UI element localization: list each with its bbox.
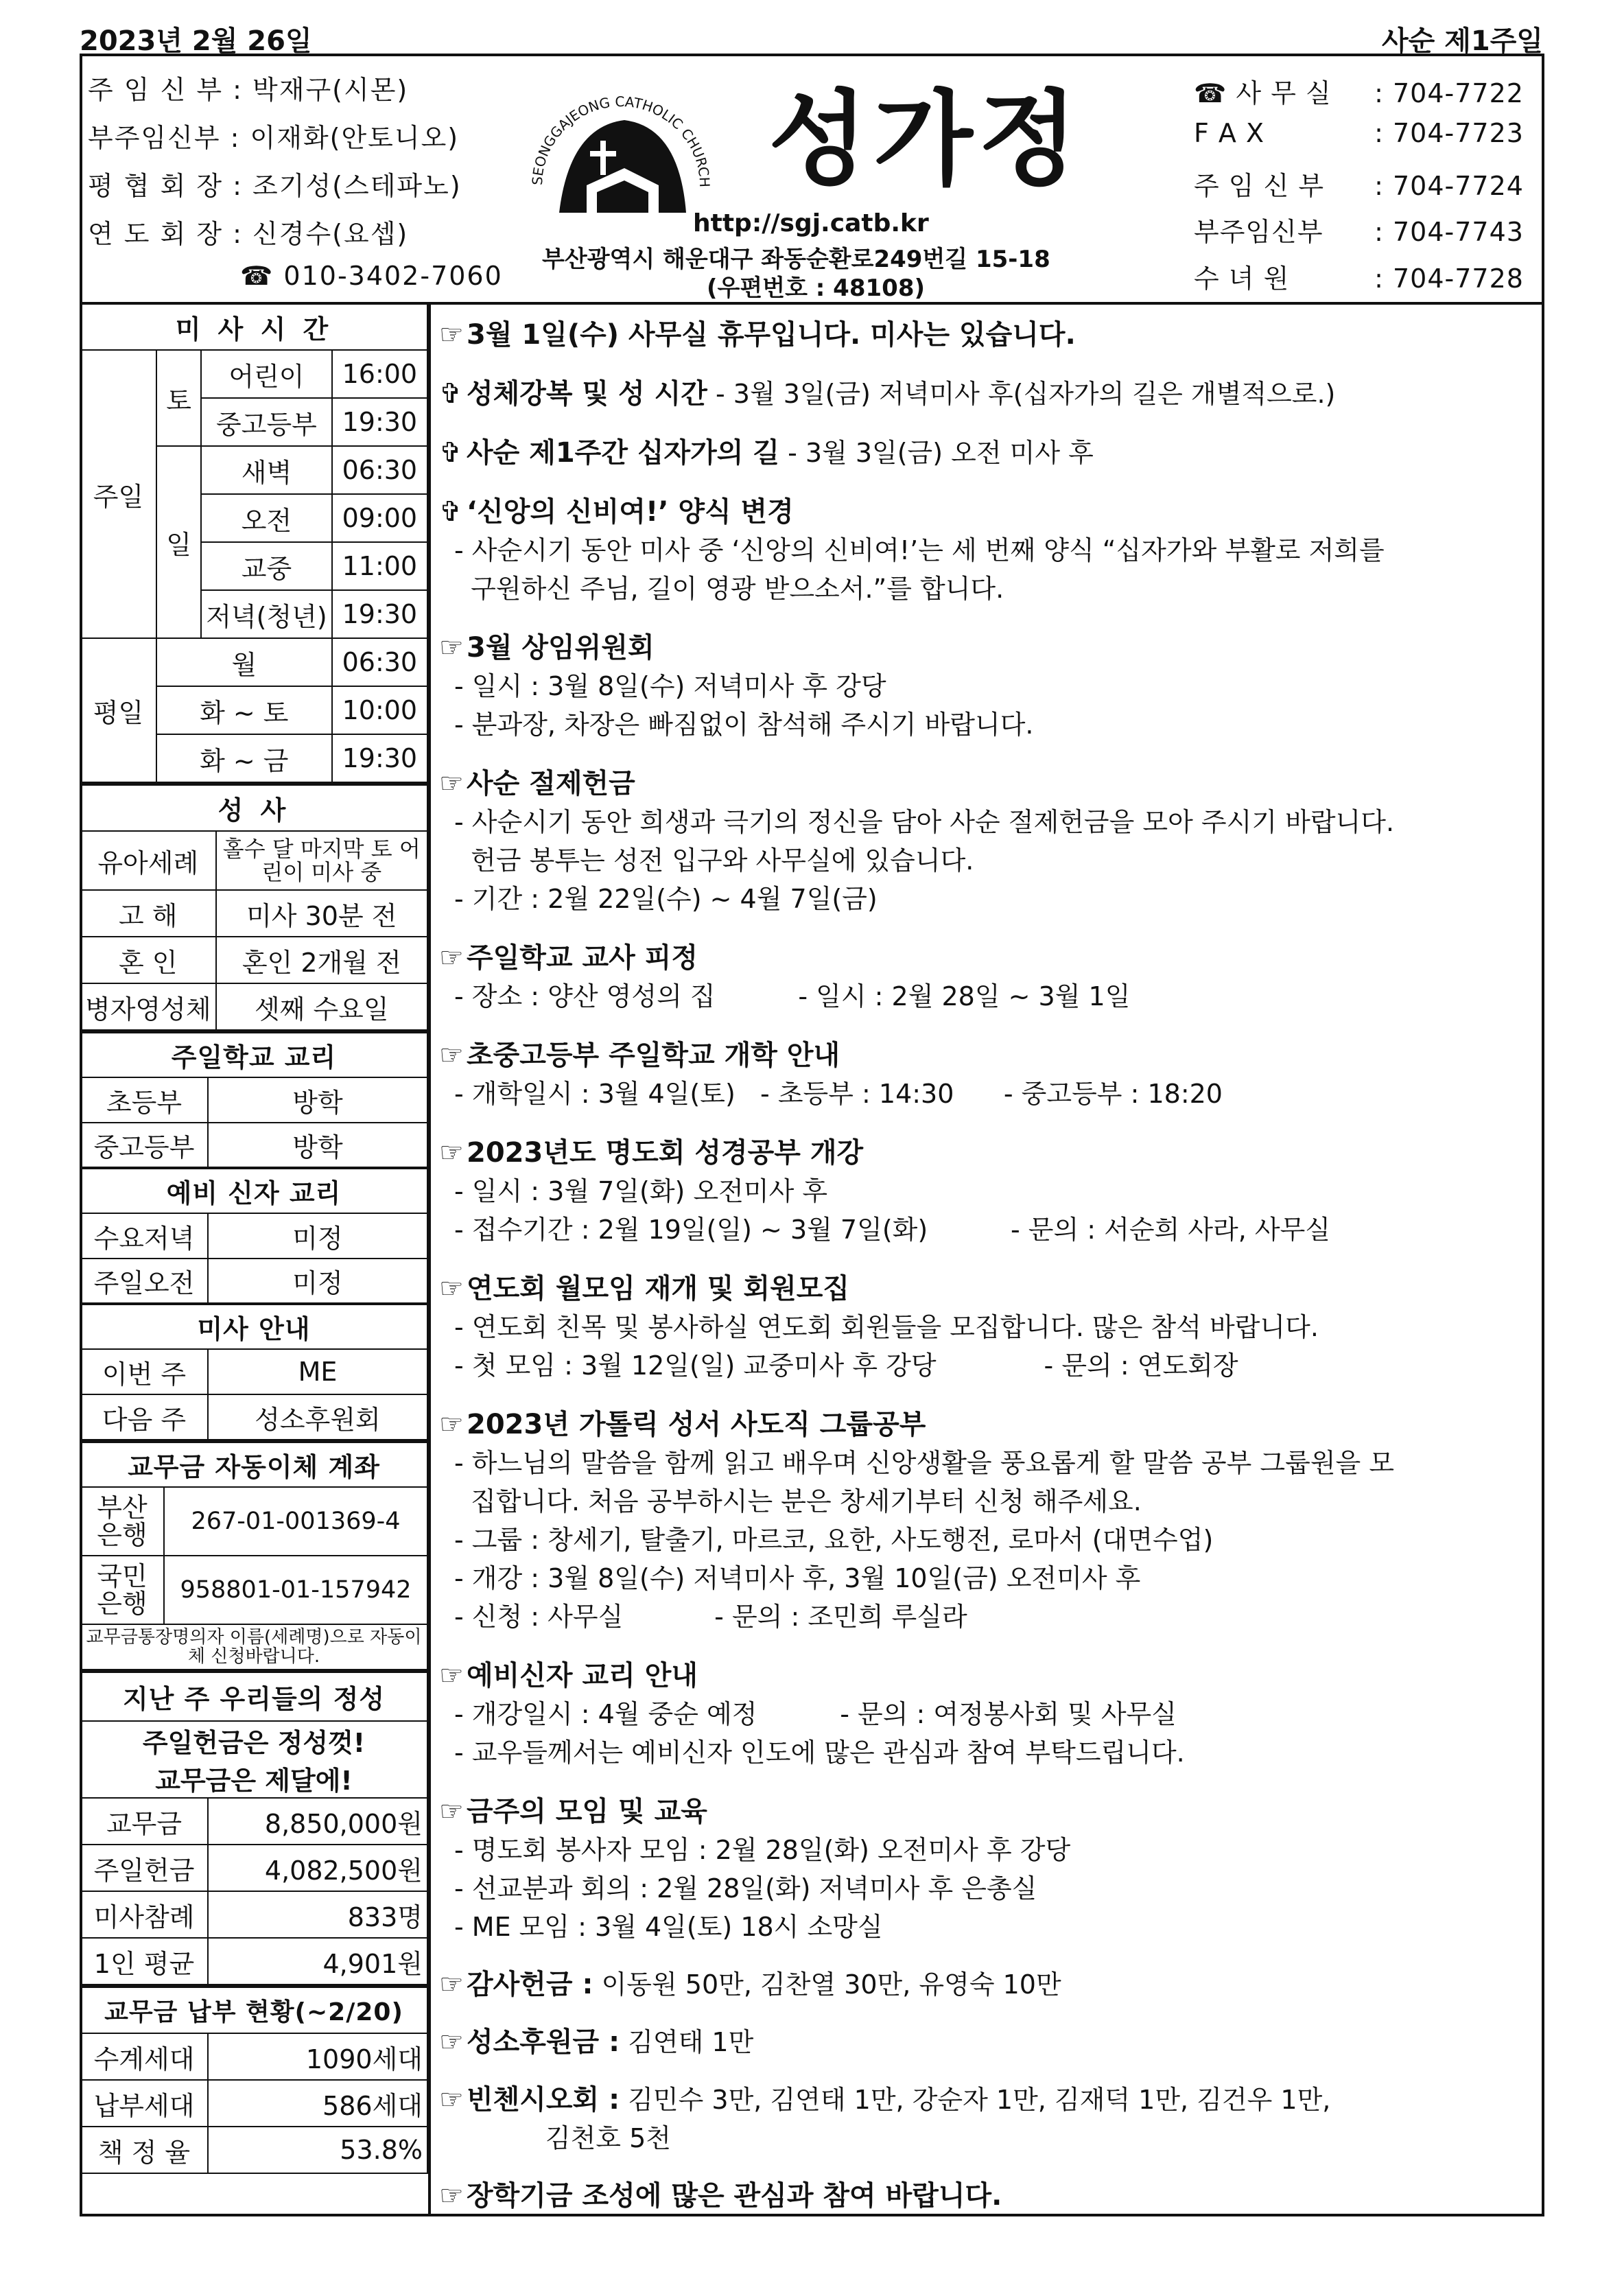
- mass-time: 19:30: [332, 590, 427, 638]
- notice-detail: - 3월 3일(금) 오전 미사 후: [779, 438, 1094, 468]
- dues-name: 수계세대: [80, 2033, 208, 2080]
- notice-line: - 분과장, 차장은 빠짐없이 참석해 주시기 바랍니다.: [454, 710, 1034, 740]
- mass-name: 월: [156, 638, 332, 686]
- pointing-hand-icon: ☞: [439, 319, 464, 351]
- mass-time: 06:30: [332, 446, 427, 494]
- notice-heading: [439, 1405, 1537, 1444]
- notice-title: 금주의 모임 및 교육: [467, 1796, 707, 1827]
- pointing-hand-icon: ☞: [439, 632, 464, 664]
- dues-name: 책 정 율: [80, 2127, 208, 2173]
- notice-line: - 기간 : 2월 22일(수) ~ 4월 7일(금): [454, 884, 878, 914]
- guide-name: 이번 주: [80, 1349, 208, 1394]
- mass-time: 16:00: [332, 350, 427, 398]
- pointing-hand-icon: ☞: [439, 1040, 464, 1071]
- mass-name: 화 ~ 금: [156, 734, 332, 782]
- staff-row: 부주임신부 : 이재화(안토니오): [88, 123, 460, 153]
- pointing-hand-icon: ☞: [439, 1137, 464, 1169]
- bank-name: 국민 은행: [80, 1556, 164, 1624]
- notice-item: [439, 434, 1537, 472]
- row-label: 토: [156, 350, 201, 446]
- notice-title: 성소후원금 :: [467, 2026, 620, 2058]
- bulletin-title: 성가정: [768, 80, 1083, 200]
- class-name: 수요저녁: [80, 1213, 208, 1259]
- notice-item: [439, 2177, 1537, 2215]
- offering-name: 교무금: [80, 1798, 208, 1845]
- notice-line: - 개강일시 : 4월 중순 예정 - 문의 : 여정봉사회 및 사무실: [454, 1699, 1177, 1729]
- notice-item: [439, 2081, 1537, 2157]
- cross-icon: ✞: [439, 496, 462, 528]
- notice-line: - 선교분과 회의 : 2월 28일(화) 저녁미사 후 은총실: [454, 1873, 1037, 1904]
- guide-value: 성소후원회: [208, 1394, 427, 1440]
- section-title: 예비 신자 교리: [80, 1168, 427, 1213]
- notice-title: 사순 제1주간 십자가의 길: [467, 437, 780, 469]
- sacrament-name: 혼 인: [80, 937, 216, 983]
- notice-heading: [439, 939, 1537, 977]
- dues-value: 586세대: [208, 2080, 427, 2127]
- notice-heading: [439, 1792, 1537, 1831]
- mass-name: 오전: [201, 494, 331, 542]
- mass-time: 10:00: [332, 686, 427, 734]
- pointing-hand-icon: ☞: [439, 2180, 464, 2212]
- account-number: 267-01-001369-4: [164, 1487, 427, 1556]
- dues-value: 1090세대: [208, 2033, 427, 2080]
- phone-row: F A X : 704-7723: [1194, 118, 1524, 148]
- offering-name: 미사참례: [80, 1891, 208, 1938]
- row-label: 평일: [80, 638, 156, 782]
- mass-time: 11:00: [332, 542, 427, 590]
- sacrament-name: 유아세례: [80, 831, 216, 890]
- notice-title: ‘신앙의 신비여!’ 양식 변경: [467, 496, 794, 528]
- notice-item: [439, 2023, 1537, 2061]
- notice-line: - ME 모임 : 3월 4일(토) 18시 소망실: [454, 1912, 883, 1942]
- class-name: 중고등부: [80, 1123, 208, 1168]
- notice-title: 장학기금 조성에 많은 관심과 참여 바랍니다.: [467, 2180, 1002, 2212]
- notice-heading: [439, 1965, 1537, 2004]
- offering-name: 1인 평균: [80, 1938, 208, 1985]
- section-title: 주일학교 교리: [80, 1032, 427, 1077]
- notice-item: [439, 629, 1537, 744]
- notice-title: 2023년도 명도회 성경공부 개강: [467, 1137, 864, 1169]
- pointing-hand-icon: ☞: [439, 2026, 464, 2058]
- notice-heading: [439, 375, 1537, 413]
- notice-heading: [439, 1134, 1537, 1172]
- notice-heading: [439, 2023, 1537, 2061]
- notice-heading: [439, 1269, 1537, 1308]
- notice-line: 헌금 봉투는 성전 입구와 사무실에 있습니다.: [454, 845, 974, 876]
- pointing-hand-icon: ☞: [439, 1796, 464, 1827]
- dues-value: 53.8%: [208, 2127, 427, 2173]
- notice-line: - 명도회 봉사자 모임 : 2월 28일(화) 오전미사 후 강당: [454, 1835, 1071, 1865]
- sacrament-value: 혼인 2개월 전: [216, 937, 427, 983]
- notice-item: [439, 316, 1537, 354]
- website-url[interactable]: http://sgj.catb.kr: [693, 209, 929, 237]
- zip-code: (우편번호 : 48108): [707, 274, 926, 302]
- church-logo: [521, 65, 720, 223]
- pointing-hand-icon: ☞: [439, 1969, 464, 2000]
- pointing-hand-icon: ☞: [439, 1409, 464, 1440]
- contact-phone: ☎ 010-3402-7060: [240, 261, 503, 291]
- cross-icon: ✞: [439, 378, 462, 410]
- cross-icon: ✞: [439, 437, 462, 469]
- notice-heading: [439, 629, 1537, 667]
- transfer-table: [80, 1440, 428, 1670]
- class-name: 주일오전: [80, 1259, 208, 1304]
- phone-row: 주 임 신 부 : 704-7724: [1194, 171, 1524, 201]
- church-address: 부산광역시 해운대구 좌동순환로249번길 15-18: [542, 246, 1050, 273]
- notice-title: 2023년 가톨릭 성서 사도직 그룹공부: [467, 1409, 926, 1440]
- pointing-hand-icon: ☞: [439, 1660, 464, 1692]
- mass-times-table: [80, 305, 428, 783]
- offering-name: 주일헌금: [80, 1845, 208, 1891]
- notice-line: - 장소 : 양산 영성의 집 - 일시 : 2월 28일 ~ 3월 1일: [454, 981, 1131, 1011]
- sacrament-value: 셋째 수요일: [216, 983, 427, 1030]
- pointing-hand-icon: ☞: [439, 2084, 464, 2116]
- bank-name: 부산 은행: [80, 1487, 164, 1556]
- notice-line: - 신청 : 사무실 - 문의 : 조민희 루실라: [454, 1602, 967, 1632]
- notice-heading: [439, 2177, 1537, 2215]
- notice-line: - 첫 모임 : 3월 12일(일) 교중미사 후 강당 - 문의 : 연도회장: [454, 1350, 1238, 1381]
- class-status: 미정: [208, 1213, 427, 1259]
- guide-name: 다음 주: [80, 1394, 208, 1440]
- notice-item: [439, 1965, 1537, 2004]
- notice-item: [439, 1269, 1537, 1385]
- notice-item: [439, 1405, 1537, 1636]
- notice-heading: [439, 2081, 1537, 2119]
- notice-title: 3월 1일(수) 사무실 휴무입니다. 미사는 있습니다.: [467, 319, 1076, 351]
- notice-heading: [439, 316, 1537, 354]
- notice-line: - 하느님의 말씀을 함께 읽고 배우며 신앙생활을 풍요롭게 할 말씀 공부 그룹원을 모: [454, 1448, 1395, 1478]
- offering-slogan: 주일헌금은 정성껏!: [80, 1721, 427, 1759]
- offering-value: 833명: [208, 1891, 427, 1938]
- dues-table: [80, 1985, 428, 2174]
- transfer-note: 교무금통장명의자 이름(세례명)으로 자동이체 신청바랍니다.: [80, 1624, 427, 1670]
- notice-item: [439, 764, 1537, 918]
- notice-line: - 연도회 친목 및 봉사하실 연도회 회원들을 모집합니다. 많은 참석 바랍니다.: [454, 1312, 1319, 1342]
- section-title: 교무금 납부 현황(~2/20): [80, 1987, 427, 2033]
- offering-value: 4,901원: [208, 1938, 427, 1985]
- row-label: 주일: [80, 350, 156, 638]
- class-status: 미정: [208, 1259, 427, 1304]
- class-status: 방학: [208, 1123, 427, 1168]
- notice-item: [439, 493, 1537, 608]
- notice-heading: [439, 1657, 1537, 1695]
- notice-title: 초중고등부 주일학교 개학 안내: [467, 1040, 840, 1071]
- notice-item: [439, 1792, 1537, 1946]
- class-status: 방학: [208, 1077, 427, 1123]
- notice-title: 빈첸시오회 :: [467, 2084, 620, 2116]
- liturgical-week: 사순 제1주일: [1382, 25, 1543, 57]
- notice-line: - 일시 : 3월 7일(화) 오전미사 후: [454, 1176, 828, 1206]
- offering-slogan: 교무금은 제달에!: [80, 1759, 427, 1798]
- notice-heading: [439, 434, 1537, 472]
- sacraments-table: [80, 783, 428, 1031]
- phone-row: 수 녀 원 : 704-7728: [1194, 264, 1524, 294]
- pointing-hand-icon: ☞: [439, 942, 464, 974]
- mass-name: 어린이: [201, 350, 331, 398]
- pointing-hand-icon: ☞: [439, 1273, 464, 1304]
- account-number: 958801-01-157942: [164, 1556, 427, 1624]
- notice-title: 3월 상임위원회: [467, 632, 655, 664]
- phone-row: ☎ 사 무 실 : 704-7722: [1194, 78, 1524, 108]
- notice-line: 집합니다. 처음 공부하시는 분은 창세기부터 신청 해주세요.: [454, 1486, 1142, 1517]
- notice-item: [439, 1134, 1537, 1249]
- pointing-hand-icon: ☞: [439, 768, 464, 799]
- notice-title: 사순 절제헌금: [467, 768, 635, 799]
- notice-item: [439, 939, 1537, 1016]
- notice-detail: 김민수 3만, 김연태 1만, 강순자 1만, 김재덕 1만, 김건우 1만,: [620, 2085, 1331, 2115]
- notice-heading: [439, 1036, 1537, 1075]
- notices-column: [439, 316, 1537, 2215]
- bulletin-date: 2023년 2월 26일: [80, 25, 312, 57]
- section-title: 교무금 자동이체 계좌: [80, 1442, 427, 1487]
- notice-title: 감사헌금 :: [467, 1969, 593, 2000]
- mass-time: 19:30: [332, 734, 427, 782]
- mass-time: 09:00: [332, 494, 427, 542]
- sunday-school-table: [80, 1031, 428, 1440]
- notice-line: - 접수기간 : 2월 19일(일) ~ 3월 7일(화) - 문의 : 서순희 사라, 사무실: [454, 1215, 1331, 1245]
- notice-detail: 이동원 50만, 김찬열 30만, 유영숙 10만: [593, 1969, 1061, 2000]
- info-sidebar: [80, 305, 431, 2216]
- section-title: 미사 안내: [80, 1304, 427, 1349]
- sacrament-value: 홀수 달 마지막 토 어린이 미사 중: [216, 831, 427, 890]
- staff-row: 평 협 회 장 : 조기성(스테파노): [88, 171, 462, 201]
- section-title: 지난 주 우리들의 정성: [80, 1672, 427, 1721]
- notice-line: - 그룹 : 창세기, 탈출기, 마르코, 요한, 사도행전, 로마서 (대면수업): [454, 1525, 1214, 1555]
- notice-item: [439, 375, 1537, 413]
- notice-line: - 개강 : 3월 8일(수) 저녁미사 후, 3월 10일(금) 오전미사 후: [454, 1563, 1141, 1593]
- mass-name: 중고등부: [201, 398, 331, 446]
- notice-line: 구원하신 주님, 길이 영광 받으소서.”를 합니다.: [454, 574, 1004, 604]
- offering-table: [80, 1670, 428, 1985]
- guide-value: ME: [208, 1349, 427, 1394]
- notice-title: 연도회 월모임 재개 및 회원모집: [467, 1273, 850, 1304]
- phone-row: 부주임신부 : 704-7743: [1194, 217, 1524, 247]
- notice-heading: [439, 764, 1537, 803]
- class-name: 초등부: [80, 1077, 208, 1123]
- mass-name: 새벽: [201, 446, 331, 494]
- notice-line: - 사순시기 동안 희생과 극기의 정신을 담아 사순 절제헌금을 모아 주시기 바랍니다.: [454, 807, 1395, 837]
- mass-name: 저녁(청년): [201, 590, 331, 638]
- dues-name: 납부세대: [80, 2080, 208, 2127]
- staff-row: 주 임 신 부 : 박재구(시몬): [88, 75, 409, 105]
- section-title: 미 사 시 간: [80, 305, 427, 350]
- mass-time: 06:30: [332, 638, 427, 686]
- staff-row: 연 도 회 장 : 신경수(요셉): [88, 219, 409, 249]
- offering-value: 4,082,500원: [208, 1845, 427, 1891]
- sacrament-name: 병자영성체: [80, 983, 216, 1030]
- notice-title: 성체강복 및 성 시간: [467, 378, 707, 410]
- offering-value: 8,850,000원: [208, 1798, 427, 1845]
- mass-name: 화 ~ 토: [156, 686, 332, 734]
- notice-heading: [439, 493, 1537, 531]
- section-title: 성 사: [80, 784, 427, 831]
- svg-text:SEONGGAJEONG CATHOLIC CHURCH: SEONGGAJEONG CATHOLIC CHURCH: [528, 93, 714, 188]
- notice-line: - 일시 : 3월 8일(수) 저녁미사 후 강당: [454, 671, 886, 701]
- notice-line: - 개학일시 : 3월 4일(토) - 초등부 : 14:30 - 중고등부 : 18:20: [454, 1079, 1223, 1109]
- sacrament-name: 고 해: [80, 890, 216, 937]
- notice-detail: 김연태 1만: [620, 2027, 754, 2057]
- notice-item: [439, 1657, 1537, 1772]
- notice-line: - 사순시기 동안 미사 중 ‘신앙의 신비여!’는 세 번째 양식 “십자가와 부활로 저희를: [454, 535, 1385, 565]
- notice-line: 김천호 5천: [454, 2123, 671, 2153]
- row-label: 일: [156, 446, 201, 638]
- notice-title: 주일학교 교사 피정: [467, 942, 698, 974]
- notice-item: [439, 1036, 1537, 1113]
- notice-line: - 교우들께서는 예비신자 인도에 많은 관심과 참여 부탁드립니다.: [454, 1737, 1185, 1768]
- notice-title: 예비신자 교리 안내: [467, 1660, 698, 1692]
- notice-detail: - 3월 3일(금) 저녁미사 후(십자가의 길은 개별적으로.): [707, 379, 1336, 409]
- sacrament-value: 미사 30분 전: [216, 890, 427, 937]
- mass-name: 교중: [201, 542, 331, 590]
- mass-time: 19:30: [332, 398, 427, 446]
